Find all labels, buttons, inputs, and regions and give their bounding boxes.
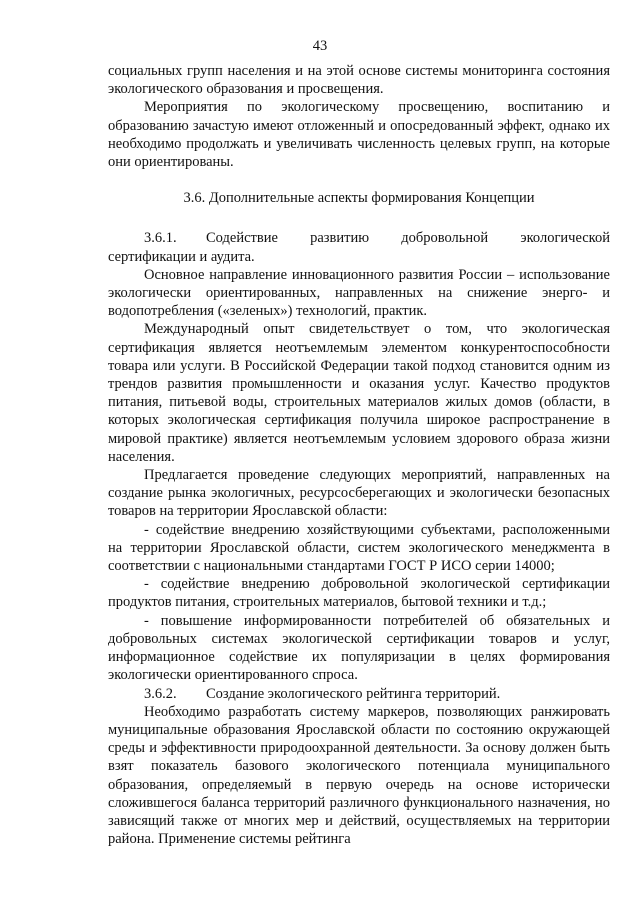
subsection-title: Содействие развитию добровольной экологической сертификации и аудита. [108,230,610,265]
list-item: - содействие внедрению хозяйствующими субъектами, расположенными на территории Ярославской области, систем экологического менеджмента в соответствии с национальными стандартами ГОСТ Р ИСО серии 14000; [108,521,610,575]
section-heading: 3.6. Дополнительные аспекты формирования Концепции [183,190,535,207]
document-body [108,62,610,848]
subsection-number: 3.6.1. [144,230,177,247]
paragraph: Мероприятия по экологическому просвещению, воспитанию и образованию зачастую имеют отложенный и опосредованный эффект, однако их необходимо продолжать и увеличивать численность целевых групп, на которые они ориентированы. [108,99,610,171]
paragraph: Необходимо разработать систему маркеров, позволяющих ранжировать муниципальные образования Ярославской области по состоянию окружающей среды и эффективности природоохранной деятельности. За основу должен быть взят показатель базового экологического потенциала муниципального образования, определяемый в первую очередь на основе исторически сложившегося баланса территорий различного функционального назначения, но зависящий также от многих мер и действий, осуществляемых на территории района. Применение системы рейтинга [108,703,610,848]
subsection-title: Создание экологического рейтинга территорий. [206,685,501,702]
paragraph: Международный опыт свидетельствует о том, что экологическая сертификация является неотъемлемым элементом конкурентоспособности товара или услуги. В Российской Федерации такой подход становится одним из трендов развития промышленности и оказания услуг. Качество продуктов питания, питьевой воды, строительных материалов жилых домов (области, в которых экологическая сертификация получила широкое распространение в мировой практике) является неотъемлемым условием здорового образа жизни населения. [108,321,610,465]
paragraph: Предлагается проведение следующих мероприятий, направленных на создание рынка экологичных, ресурсосберегающих и экологически безопасных товаров на территории Ярославской области: [108,467,610,520]
list-item: - содействие внедрению добровольной экологической сертификации продуктов питания, строительных материалов, бытовой техники и т.д.; [108,576,610,611]
list-item: - повышение информированности потребителей об обязательных и добровольных системах экологической сертификации товаров и услуг, информационное содействие их популяризации в целях формирования экологически ориентированного спроса. [108,612,610,684]
paragraph: Основное направление инновационного развития России – использование экологически ориентированных, направленных на снижение энерго- и водопотребления («зеленых») технологий, практик. [108,266,610,320]
subsection-heading [108,229,610,265]
page-number: 43 [312,38,328,54]
subsection-heading [108,685,610,703]
paragraph: социальных групп населения и на этой основе системы мониторинга состояния экологического образования и просвещения. [108,63,610,98]
subsection-number: 3.6.2. [144,685,177,702]
